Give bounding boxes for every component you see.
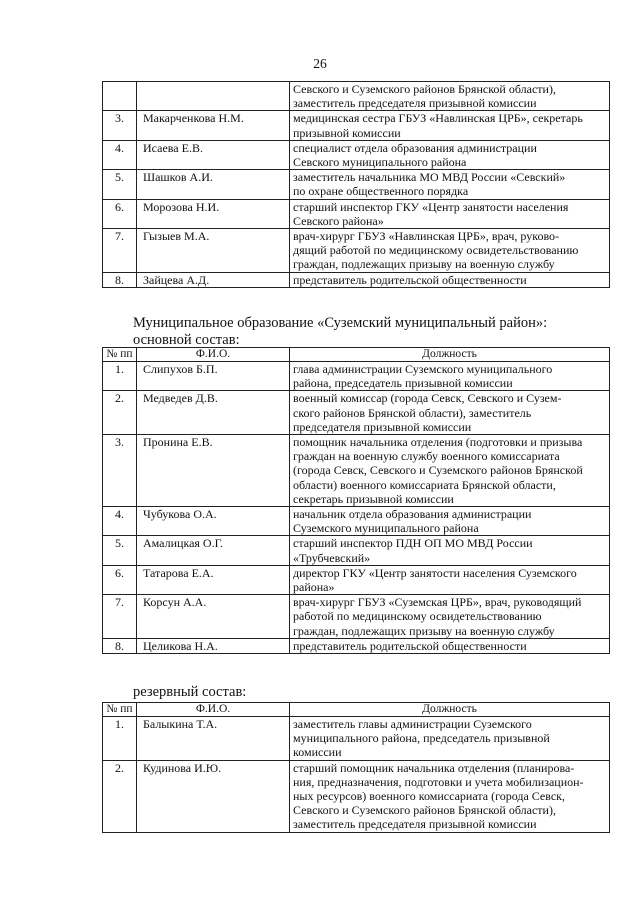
position-line: Севского и Суземского районов Брянской области), — [293, 82, 556, 96]
header-name: Ф.И.О. — [137, 348, 290, 362]
table-row — [103, 229, 610, 273]
member-name — [137, 82, 290, 111]
table-row — [103, 170, 610, 199]
row-number: 1. — [103, 717, 137, 761]
position-line: Суземского муниципального района — [293, 521, 479, 536]
section-title-reserve — [133, 684, 246, 701]
member-name: Балыкина Т.А. — [137, 717, 290, 761]
member-position — [290, 507, 610, 536]
member-position — [290, 760, 610, 832]
row-number: 1. — [103, 362, 137, 391]
member-name: Пронина Е.В. — [137, 435, 290, 507]
member-name: Корсун А.А. — [137, 595, 290, 639]
position-line: заместитель председателя призывной комиссии — [293, 96, 537, 111]
position-line: директор ГКУ «Центр занятости населения Суземского — [293, 565, 577, 580]
position-line: дящий работой по медицинскому освидетельствованию — [293, 243, 579, 258]
member-position — [290, 111, 610, 140]
row-number: 2. — [103, 391, 137, 435]
row-number: 8. — [103, 638, 137, 653]
section-subtitle: основной состав: — [133, 332, 240, 348]
position-line: района» — [293, 580, 335, 595]
position-line: комиссии — [293, 745, 342, 760]
member-name: Амалицкая О.Г. — [137, 536, 290, 565]
members-table-sevsky — [102, 81, 610, 288]
row-number: 6. — [103, 199, 137, 228]
member-position — [290, 362, 610, 391]
member-position — [290, 717, 610, 761]
position-line: председателя призывной комиссии — [293, 419, 472, 434]
position-line: «Трубчевский» — [293, 550, 371, 565]
members-table-suzemsky-reserve — [102, 702, 610, 833]
position-line: по охране общественного порядка — [293, 184, 469, 199]
row-number: 4. — [103, 507, 137, 536]
member-name: Татарова Е.А. — [137, 565, 290, 594]
table-row — [103, 536, 610, 565]
row-number: 8. — [103, 272, 137, 287]
row-number: 5. — [103, 170, 137, 199]
position-line: военный комиссар (города Севск, Севского и Сузем- — [293, 391, 562, 406]
position-line: граждан, подлежащих призыву на военную службу — [293, 623, 555, 638]
row-number: 7. — [103, 595, 137, 639]
position-line: помощник начальника отделения (подготовки и призыва — [293, 435, 583, 450]
position-line: врач-хирург ГБУЗ «Суземская ЦРБ», врач, руководящий — [293, 595, 582, 610]
member-position — [290, 199, 610, 228]
table-row — [103, 638, 610, 653]
table-row — [103, 760, 610, 832]
table-header-row — [103, 348, 610, 362]
table-row — [103, 435, 610, 507]
table-row — [103, 362, 610, 391]
position-line: граждан, подлежащих призыву на военную службу — [293, 257, 555, 272]
row-number: 3. — [103, 435, 137, 507]
row-number: 3. — [103, 111, 137, 140]
member-name: Макарченкова Н.М. — [137, 111, 290, 140]
member-position — [290, 595, 610, 639]
header-position: Должность — [290, 348, 610, 362]
position-line: заместитель начальника МО МВД России «Севский» — [293, 170, 566, 185]
table-row — [103, 717, 610, 761]
member-name: Шашков А.И. — [137, 170, 290, 199]
position-line: Севского и Суземского районов Брянской области), — [293, 803, 556, 818]
table-row — [103, 391, 610, 435]
section-subtitle: резервный состав: — [133, 684, 247, 700]
member-position — [290, 140, 610, 169]
header-num: № пп — [103, 703, 137, 717]
position-line: Севского района» — [293, 213, 384, 228]
member-name: Кудинова И.Ю. — [137, 760, 290, 832]
position-line: секретарь призывной комиссии — [293, 491, 454, 506]
member-name: Медведев Д.В. — [137, 391, 290, 435]
position-line: граждан на военную службу военного комиссариата — [293, 449, 560, 464]
page-number: 26 — [313, 56, 327, 71]
row-number — [103, 82, 137, 111]
row-number: 7. — [103, 229, 137, 273]
member-position — [290, 565, 610, 594]
header-name: Ф.И.О. — [137, 703, 290, 717]
row-number: 4. — [103, 140, 137, 169]
position-line: заместитель главы администрации Суземского — [293, 717, 532, 731]
member-position — [290, 229, 610, 273]
position-line: ных ресурсов) военного комиссариата (города Севск, — [293, 789, 566, 804]
member-position — [290, 272, 610, 287]
position-line: ского районов Брянской области), заместитель — [293, 405, 532, 420]
header-position: Должность — [290, 703, 610, 717]
position-line: старший инспектор ПДН ОП МО МВД России — [293, 536, 533, 551]
table-row — [103, 595, 610, 639]
member-position — [290, 435, 610, 507]
position-line: муниципального района, председатель призывной — [293, 731, 550, 746]
member-position — [290, 536, 610, 565]
table-row — [103, 111, 610, 140]
section-title-line: Муниципальное образование «Суземский муниципальный район»: — [133, 315, 548, 331]
section-title-suzemsky — [133, 315, 547, 349]
position-line: Севского муниципального района — [293, 155, 467, 170]
table-row — [103, 565, 610, 594]
members-table-suzemsky-main — [102, 347, 610, 654]
table-row — [103, 272, 610, 287]
position-line: призывной комиссии — [293, 125, 401, 140]
member-name: Морозова Н.И. — [137, 199, 290, 228]
position-line: представитель родительской общественности — [293, 638, 527, 653]
position-line: глава администрации Суземского муниципального — [293, 362, 553, 376]
member-position — [290, 391, 610, 435]
position-line: старший инспектор ГКУ «Центр занятости населения — [293, 199, 569, 214]
position-line: заместитель председателя призывной комиссии — [293, 817, 537, 832]
position-line: начальник отдела образования администрации — [293, 507, 532, 522]
row-number: 2. — [103, 760, 137, 832]
table-row — [103, 82, 610, 111]
table-row — [103, 140, 610, 169]
row-number: 5. — [103, 536, 137, 565]
member-position — [290, 170, 610, 199]
position-line: (города Севск, Севского и Суземского районов Брянской — [293, 463, 583, 478]
member-name: Зайцева А.Д. — [137, 272, 290, 287]
position-line: области) военного комиссариата Брянской области, — [293, 477, 556, 492]
member-name: Гызыев М.А. — [137, 229, 290, 273]
table-row — [103, 199, 610, 228]
table-row — [103, 507, 610, 536]
header-num: № пп — [103, 348, 137, 362]
position-line: района, председатель призывной комиссии — [293, 376, 513, 391]
position-line: старший помощник начальника отделения (планирова- — [293, 760, 575, 775]
row-number: 6. — [103, 565, 137, 594]
position-line: врач-хирург ГБУЗ «Навлинская ЦРБ», врач, руково- — [293, 229, 560, 244]
member-name: Чубукова О.А. — [137, 507, 290, 536]
table-header-row — [103, 703, 610, 717]
position-line: представитель родительской общественности — [293, 272, 527, 287]
member-name: Целикова Н.А. — [137, 638, 290, 653]
position-line: работой по медицинскому освидетельствованию — [293, 609, 542, 624]
member-name: Исаева Е.В. — [137, 140, 290, 169]
member-name: Слипухов Б.П. — [137, 362, 290, 391]
position-line: специалист отдела образования администрации — [293, 140, 537, 155]
position-line: ния, предназначения, подготовки и учета мобилизацион- — [293, 774, 584, 789]
position-line: медицинская сестра ГБУЗ «Навлинская ЦРБ», секретарь — [293, 111, 583, 126]
member-position — [290, 638, 610, 653]
member-position — [290, 82, 610, 111]
